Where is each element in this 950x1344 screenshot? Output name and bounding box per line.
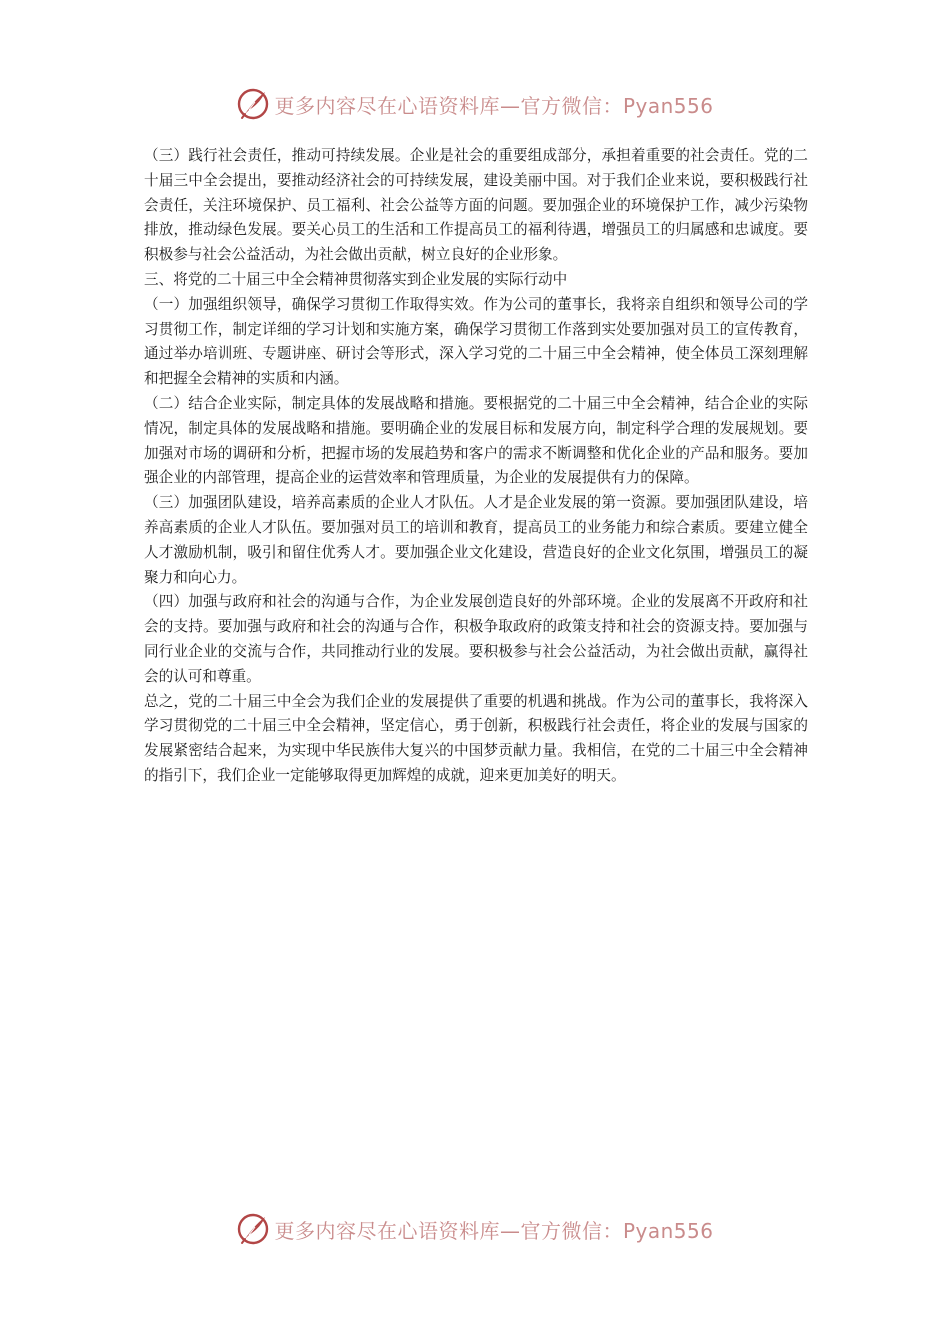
footer-watermark (0, 1209, 950, 1249)
quill-logo-icon (236, 87, 270, 121)
watermark-text: 更多内容尽在心语资料库—官方微信：Pyan556 (274, 1218, 714, 1243)
watermark-text: 更多内容尽在心语资料库—官方微信：Pyan556 (274, 93, 714, 118)
paragraph-organization-leadership: （一）加强组织领导，确保学习贯彻工作取得实效。作为公司的董事长，我将亲自组织和领导公司的学习贯彻工作，制定详细的学习计划和实施方案，确保学习贯彻工作落到实处要加强对员工的宣传教育，通过举办培训班、专题讲座、研讨会等形式，深入学习党的二十届三中全会精神，使全体员工深刻理解和把握全会精神的实质和内涵。 (144, 295, 808, 388)
paragraph-team-building: （三）加强团队建设，培养高素质的企业人才队伍。人才是企业发展的第一资源。要加强团队建设，培养高素质的企业人才队伍。要加强对员工的培训和教育，提高员工的业务能力和综合素质。要建立健全人才激励机制，吸引和留住优秀人才。要加强企业文化建设，营造良好的企业文化氛围，增强员工的凝聚力和向心力。 (144, 494, 808, 586)
header-watermark (0, 84, 950, 124)
paragraph-government-cooperation: （四）加强与政府和社会的沟通与合作，为企业发展创造良好的外部环境。企业的发展离不开政府和社会的支持。要加强与政府和社会的沟通与合作，积极争取政府的政策支持和社会的资源支持。要加强与同行业企业的交流与合作，共同推动行业的发展。要积极参与社会公益活动，为社会做出贡献，赢得社会的认可和尊重。 (144, 593, 808, 685)
paragraph-social-responsibility: （三）践行社会责任，推动可持续发展。企业是社会的重要组成部分，承担着重要的社会责任。党的二十届三中全会提出，要推动经济社会的可持续发展，建设美丽中国。对于我们企业来说，要积极践行社会责任，关注环境保护、员工福利、社会公益等方面的问题。要加强企业的环境保护工作，减少污染物排放，推动绿色发展。要关心员工的生活和工作提高员工的福利待遇，增强员工的归属感和忠诚度。要积极参与社会公益活动，为社会做出贡献，树立良好的企业形象。 (144, 147, 808, 264)
paragraph-development-strategy: （二）结合企业实际，制定具体的发展战略和措施。要根据党的二十届三中全会精神，结合企业的实际情况，制定具体的发展战略和措施。要明确企业的发展目标和发展方向，制定科学合理的发展规划。要加强对市场的调研和分析，把握市场的发展趋势和客户的需求不断调整和优化企业的产品和服务。要加强企业的内部管理，提高企业的运营效率和管理质量，为企业的发展提供有力的保障。 (144, 394, 808, 487)
document-body (144, 144, 808, 789)
quill-logo-icon (236, 1212, 270, 1246)
paragraph-conclusion: 总之，党的二十届三中全会为我们企业的发展提供了重要的机遇和挑战。作为公司的董事长，我将深入学习贯彻党的二十届三中全会精神，坚定信心，勇于创新，积极践行社会责任，将企业的发展与国家的发展紧密结合起来，为实现中华民族伟大复兴的中国梦贡献力量。我相信，在党的二十届三中全会精神的指引下，我们企业一定能够取得更加辉煌的成就，迎来更加美好的明天。 (144, 692, 808, 784)
section-heading-three: 三、将党的二十届三中全会精神贯彻落实到企业发展的实际行动中 (144, 270, 568, 288)
